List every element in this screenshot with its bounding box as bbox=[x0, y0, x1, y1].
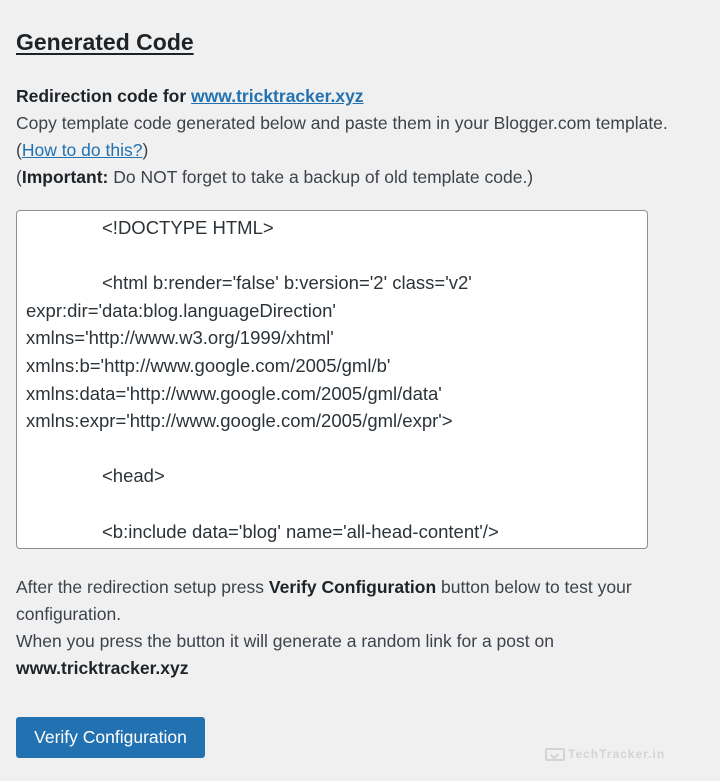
code-line bbox=[26, 435, 638, 463]
howto-close-paren: ) bbox=[142, 140, 149, 160]
code-line: <b:include data='blog' name='all-head-content'/> bbox=[102, 520, 499, 542]
template-code-textarea[interactable] bbox=[16, 210, 648, 549]
redirection-line bbox=[16, 83, 668, 110]
code-line: xmlns='http://www.w3.org/1999/xhtml' bbox=[26, 327, 334, 349]
section-title: Generated Code bbox=[16, 29, 194, 55]
how-to-link[interactable]: How to do this? bbox=[21, 140, 143, 160]
code-line: <html b:render='false' b:version='2' class='v2' bbox=[102, 272, 472, 294]
code-line: xmlns:expr='http://www.google.com/2005/gml/expr'> bbox=[26, 410, 453, 432]
verify-line-1-pre: After the redirection setup press bbox=[16, 577, 269, 597]
verify-line-1 bbox=[16, 574, 632, 601]
code-line: xmlns:b='http://www.google.com/2005/gml/b' bbox=[26, 354, 391, 376]
code-line: <!DOCTYPE HTML> bbox=[102, 217, 274, 238]
verify-line-1-bold: Verify Configuration bbox=[268, 577, 437, 597]
code-line bbox=[26, 490, 638, 518]
verify-configuration-button[interactable]: Verify Configuration bbox=[16, 717, 205, 758]
verify-instructions bbox=[16, 574, 632, 682]
instructions-line: Copy template code generated below and paste them in your Blogger.com template. bbox=[16, 113, 668, 133]
code-line: <head> bbox=[102, 465, 165, 487]
important-label: Important: bbox=[21, 167, 109, 187]
code-line bbox=[26, 545, 638, 549]
code-line: xmlns:data='http://www.google.com/2005/gml/data' bbox=[26, 382, 442, 404]
code-line: expr:dir='data:blog.languageDirection' bbox=[26, 299, 336, 321]
template-code-content[interactable] bbox=[17, 211, 647, 549]
howto-open-paren: ( bbox=[16, 140, 22, 160]
watermark bbox=[545, 747, 665, 761]
important-text: Do NOT forget to take a backup of old template code.) bbox=[108, 167, 534, 187]
verify-line-1-post: button below to test your bbox=[436, 577, 632, 597]
domain-link[interactable]: www.tricktracker.xyz bbox=[191, 86, 364, 106]
verify-line-3: When you press the button it will generate a random link for a post on bbox=[16, 631, 554, 651]
verify-domain: www.tricktracker.xyz bbox=[16, 658, 189, 678]
redirection-label: Redirection code for bbox=[16, 86, 187, 106]
watermark-text: TechTracker.in bbox=[568, 747, 666, 761]
howto-line bbox=[16, 137, 668, 164]
verify-line-2: configuration. bbox=[16, 604, 122, 624]
code-line bbox=[26, 242, 638, 270]
watermark-icon bbox=[545, 748, 565, 761]
important-open-paren: ( bbox=[16, 167, 22, 187]
intro-text bbox=[16, 83, 668, 191]
important-note bbox=[16, 164, 668, 191]
verify-line-4 bbox=[16, 655, 632, 682]
